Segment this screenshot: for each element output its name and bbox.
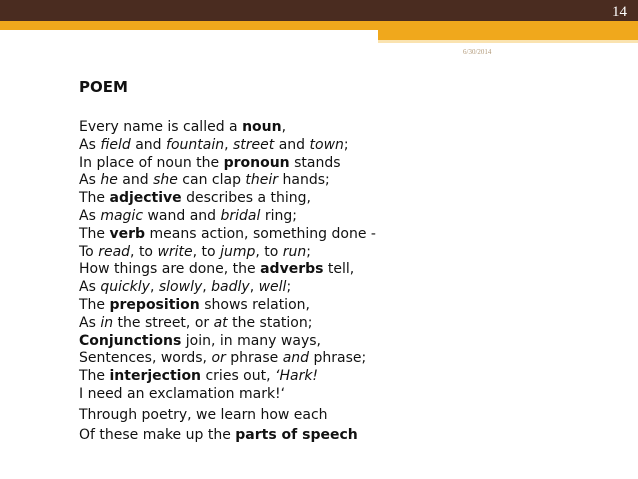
poem-line: To read, to write, to jump, to run; xyxy=(79,243,311,260)
accent-band-right xyxy=(378,30,638,40)
poem-line: Sentences, words, or phrase and phrase; xyxy=(79,350,367,367)
poem-line: I need an exclamation mark!‘ xyxy=(79,385,286,402)
top-bar xyxy=(0,0,638,21)
poem-line: How things are done, the adverbs tell, xyxy=(79,261,355,278)
poem-line: Of these make up the parts of speech xyxy=(79,426,358,443)
poem-line: As field and fountain, street and town; xyxy=(79,136,349,153)
poem-line: As magic wand and bridal ring; xyxy=(79,207,297,224)
poem-line: Through poetry, we learn how each xyxy=(79,406,328,423)
accent-band xyxy=(0,21,638,30)
poem-line: As quickly, slowly, badly, well; xyxy=(79,279,292,296)
poem-line: The adjective describes a thing, xyxy=(79,190,312,207)
slide-title: POEM xyxy=(79,78,128,96)
poem-line: The interjection cries out, ‘Hark! xyxy=(79,368,319,385)
poem-line: In place of noun the pronoun stands xyxy=(79,154,341,171)
poem-line: As he and she can clap their hands; xyxy=(79,172,330,189)
poem-body xyxy=(79,119,609,444)
slide-date: 6/30/2014 xyxy=(463,48,492,56)
poem-line: As in the street, or at the station; xyxy=(79,314,313,331)
poem-line: Conjunctions join, in many ways, xyxy=(79,332,321,349)
poem-line: The preposition shows relation, xyxy=(79,296,310,313)
accent-band-fade xyxy=(378,40,638,43)
page-number: 14 xyxy=(612,4,627,20)
poem-line: The verb means action, something done - xyxy=(79,225,376,242)
poem-line: Every name is called a noun, xyxy=(79,119,287,135)
